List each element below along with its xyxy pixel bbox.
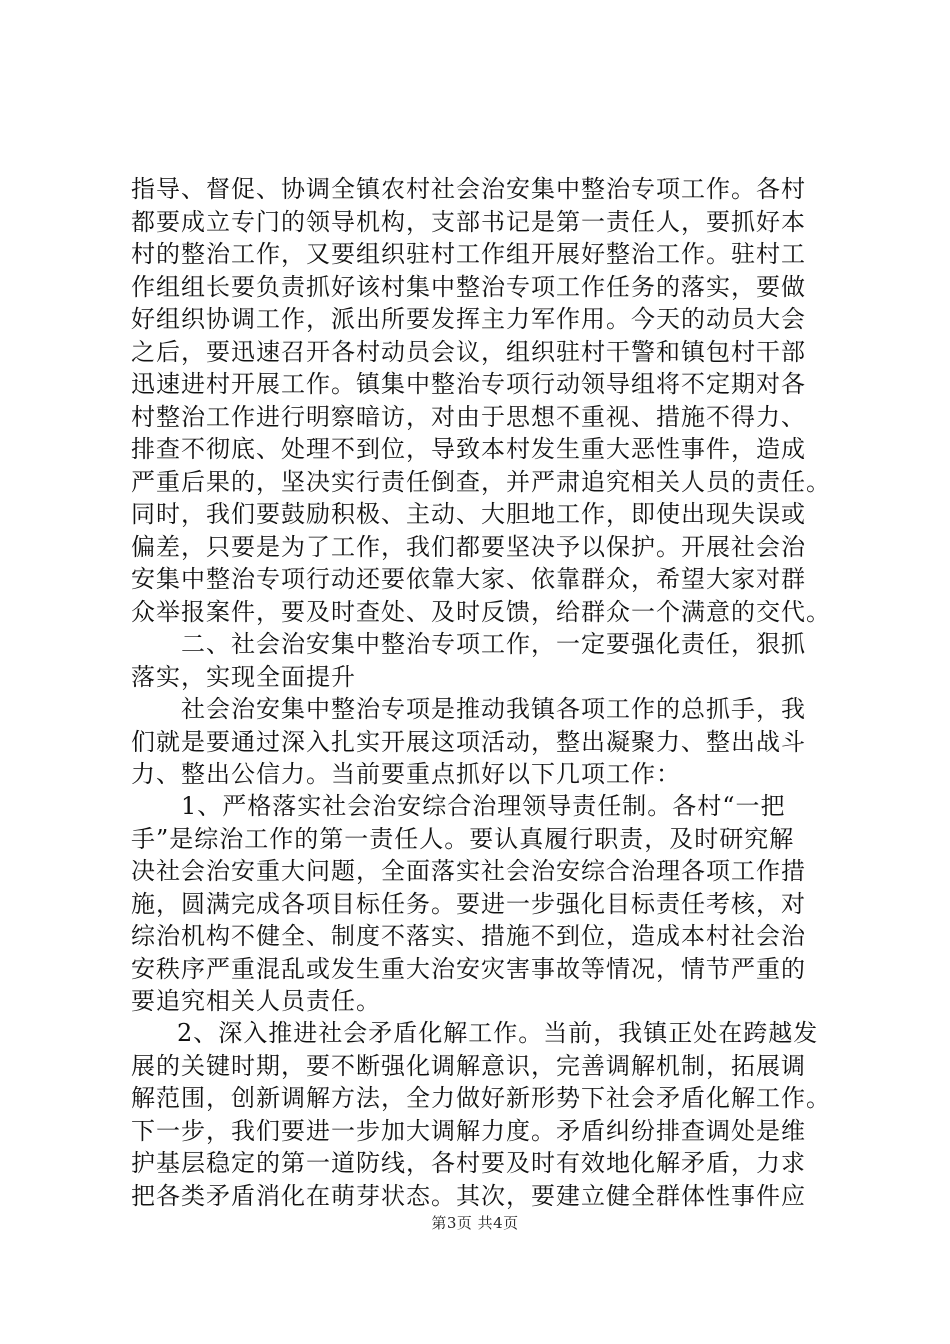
paragraph-line: 们就是要通过深入扎实开展这项活动，整出凝聚力、整出战斗: [131, 727, 806, 756]
paragraph-2: [131, 693, 831, 791]
paragraph-line: 社会治安集中整治专项是推动我镇各项工作的总抓手，我: [181, 695, 806, 723]
paragraph-line: 解范围，创新调解方法，全力做好新形势下社会矛盾化解工作。: [131, 1084, 831, 1112]
heading-line: 二、社会治安集中整治专项工作，一定要强化责任，狠抓: [181, 630, 806, 658]
paragraph-line: 综治机构不健全、制度不落实、措施不到位，造成本村社会治: [131, 922, 806, 950]
paragraph-line: 同时，我们要鼓励积极、主动、大胆地工作，即使出现失误或: [131, 500, 806, 528]
paragraph-line: 指导、督促、协调全镇农村社会治安集中整治专项工作。各村: [131, 175, 806, 203]
paragraph-line: 都要成立专门的领导机构，支部书记是第一责任人，要抓好本: [131, 207, 806, 236]
page-number-footer: 第3页 共4页: [431, 1214, 519, 1232]
paragraph-line: 2、深入推进社会矛盾化解工作。当前，我镇正处在跨越发: [177, 1019, 819, 1047]
heading-line: 落实，实现全面提升: [131, 662, 356, 691]
paragraph-line: 村整治工作进行明察暗访，对由于思想不重视、措施不得力、: [131, 402, 806, 431]
paragraph-line: 作组组长要负责抓好该村集中整治专项工作任务的落实，要做: [131, 272, 806, 301]
paragraph-line: 决社会治安重大问题，全面落实社会治安综合治理各项工作措: [131, 857, 806, 885]
paragraph-line: 众举报案件，要及时查处、及时反馈，给群众一个满意的交代。: [131, 597, 831, 626]
paragraph-line: 护基层稳定的第一道防线，各村要及时有效地化解矛盾，力求: [131, 1149, 806, 1177]
paragraph-line: 安秩序严重混乱或发生重大治安灾害事故等情况，情节严重的: [131, 954, 806, 983]
paragraph-line: 手”是综治工作的第一责任人。要认真履行职责，及时研究解: [131, 824, 795, 853]
paragraph-line: 把各类矛盾消化在萌芽状态。其次，要建立健全群体性事件应: [131, 1181, 806, 1210]
paragraph-line: 之后，要迅速召开各村动员会议，组织驻村干警和镇包村干部: [131, 337, 806, 366]
paragraph-line: 安集中整治专项行动还要依靠大家、依靠群众，希望大家对群: [131, 565, 806, 593]
paragraph-1: [131, 173, 831, 628]
section-heading-2: [131, 628, 831, 693]
paragraph-line: 好组织协调工作，派出所要发挥主力军作用。今天的动员大会: [131, 305, 806, 333]
paragraph-line: 严重后果的，坚决实行责任倒查，并严肃追究相关人员的责任。: [131, 467, 831, 496]
paragraph-line: 1、严格落实社会治安综合治理领导责任制。各村“一把: [181, 792, 786, 820]
paragraph-line: 偏差，只要是为了工作，我们都要坚决予以保护。开展社会治: [131, 532, 806, 561]
paragraph-line: 迅速进村开展工作。镇集中整治专项行动领导组将不定期对各: [131, 370, 806, 398]
paragraph-line: 排查不彻底、处理不到位，导致本村发生重大恶性事件，造成: [131, 435, 806, 463]
list-item-2: [131, 1017, 831, 1212]
paragraph-line: 下一步，我们要进一步加大调解力度。矛盾纠纷排查调处是维: [131, 1116, 806, 1145]
paragraph-line: 村的整治工作，又要组织驻村工作组开展好整治工作。驻村工: [131, 240, 806, 268]
paragraph-line: 展的关键时期，要不断强化调解意识，完善调解机制，拓展调: [131, 1051, 806, 1080]
paragraph-line: 施，圆满完成各项目标任务。要进一步强化目标责任考核，对: [131, 889, 806, 918]
paragraph-line: 要追究相关人员责任。: [131, 987, 381, 1015]
paragraph-line: 力、整出公信力。当前要重点抓好以下几项工作：: [131, 760, 681, 788]
list-item-1: [131, 790, 831, 1018]
